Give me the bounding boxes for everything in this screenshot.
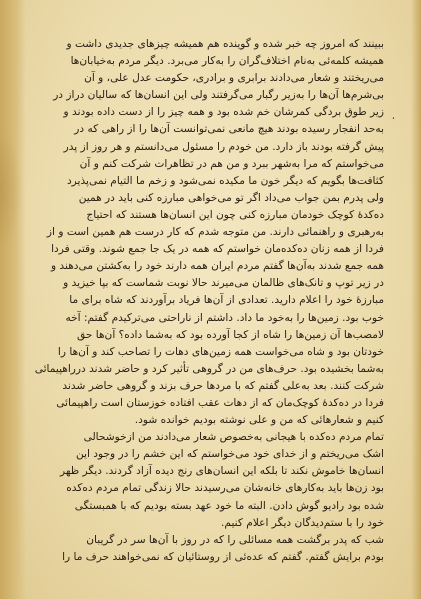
- text-line: همیشه کلمه‌ئی به‌نام اختلاف‌گران را به‌کار می‌برد. دیگر مردم به‌خیابان‌ها: [70, 55, 384, 68]
- text-line: تمام مردم ده‌کده با هیجانی به‌خصوص شعار می‌دادند من ازخوشحالی: [83, 431, 384, 444]
- text-line: به‌رهبری و راهنمائی دارند. من متوجه شدم که کار درست هم همین است و از: [46, 226, 384, 239]
- text-line: می‌خواستم که مرا به‌شهر ببرد و من هم در تظاهرات شرکت کنم و آن: [79, 157, 384, 170]
- text-line: خود را با ستم‌دیدگان دیگر اعلام کنیم.: [221, 516, 384, 529]
- body-text: [34, 36, 384, 566]
- text-line: فردا در ده‌کدۀ کوچک‌مان که از دهات عقب افتاده خوزستان است راهپیمائی: [56, 396, 384, 409]
- text-line: کثافت‌ها بگویم که دیگر خون ما مکیده نمی‌شود و زخم ما التیام نمی‌پذیرد: [66, 174, 384, 187]
- text-line: بود زن‌ها باید به‌کارهای خانه‌شان می‌رسیدند حالا زندگی تمام مردم ده‌کده: [66, 482, 384, 495]
- text-line: به‌حد انفجار رسیده بودند هیچ مانعی نمی‌توانست آن‌ها را از راهی که در: [74, 123, 384, 136]
- text-line: همه جمع شدند به‌آن‌ها گفتم مردم ایران همه دارند خود را به‌کشتن می‌دهند و: [50, 260, 384, 273]
- page-left-edge-shadow: [0, 0, 26, 599]
- text-line: مبارزۀ خود را اعلام دارید. تعدادی از آن‌ها فریاد برآوردند که شاه برای ما: [69, 294, 384, 307]
- text-line: ببینند که امروز چه خبر شده و گوینده هم همیشه چیزهای جدیدی داشت و: [66, 38, 384, 50]
- text-line: ولی پدرم بمن جواب می‌داد اگر تو می‌خواهی مبارزه کنی باید در همین: [78, 191, 384, 204]
- text-line: شده بود رادیو گوش دادن. البته ما خود عهد بسته بودیم که با همبستگی: [74, 499, 384, 512]
- text-line: لامصب‌ها آن زمین‌ها را شاه از کجا آورده بود که به‌شما داده؟ آن‌ها حق: [76, 328, 384, 341]
- text-line: در زیر توپ و تانک‌های ظالمان می‌میرند حالا نوبت شماست که بپا خیزید و: [63, 277, 384, 290]
- page-right-edge-shadow: [411, 0, 421, 599]
- text-line: شرکت کنند. بعد به‌علی گفتم که با مردها حرف بزند و گروهی حاضر شدند: [62, 379, 384, 392]
- text-line: انسان‌ها خاموش نکند تا بلکه این انسان‌های رنج دیده آزاد گردند. دیگر ظهر: [60, 465, 384, 478]
- text-line: کنیم و شعارهائی که من و علی نوشته بودیم خوانده شود.: [134, 414, 384, 427]
- text-line: بی‌شرم‌ها آن‌ها را به‌زیر رگبار می‌گرفتند ولی این انسان‌ها که سالیان دراز در: [53, 89, 384, 102]
- text-line: زیر طوق بردگی کمرشان خم شده بود و همه چیز را از دست داده بودند و: [63, 106, 384, 119]
- margin-mark: ،: [392, 112, 395, 121]
- text-line: بودم برایش گفتم. گفتم که عده‌ئی از روستائیان که نمی‌خواهند حرف ما را: [62, 550, 384, 563]
- text-line: خوب بود. زمین‌ها را به‌خود ما داد. داشتم از ناراحتی می‌ترکیدم گفتم: آخه: [65, 311, 384, 324]
- text-line: پیش گرفته بودند باز دارد. من خودم را مسئول می‌دانستم و هر روز از پدر: [63, 140, 384, 153]
- text-line: می‌ریختند و شعار می‌دادند برابری و برادری، حکومت عدل علی، و آن: [84, 72, 384, 85]
- text-line: فردا از همه زنان ده‌کده‌مان خواستم که همه در یک جا جمع شوند. وقتی فردا: [51, 243, 384, 256]
- text-line: خودتان بود و شاه می‌خواست همه زمین‌های دهات را تصاحب کند و آن‌ها را: [57, 345, 384, 358]
- text-line: شب که پدر برگشت همه مسائلی را که در روز با آن‌ها سر در گریبان: [86, 533, 384, 546]
- paper-stain: [0, 130, 22, 250]
- text-line: ده‌کدۀ کوچک خودمان مبارزه کنی چون این انسان‌ها هستند که احتیاج: [86, 208, 384, 221]
- text-line: به‌شما بخشیده بود. حرف‌های من در گروهی تأثیر کرد و حاضر شدند درراهپیمائی: [34, 362, 384, 375]
- text-line: اشک می‌ریختم و از خدای خود می‌خواستم که این خشم را در وجود این: [75, 448, 384, 461]
